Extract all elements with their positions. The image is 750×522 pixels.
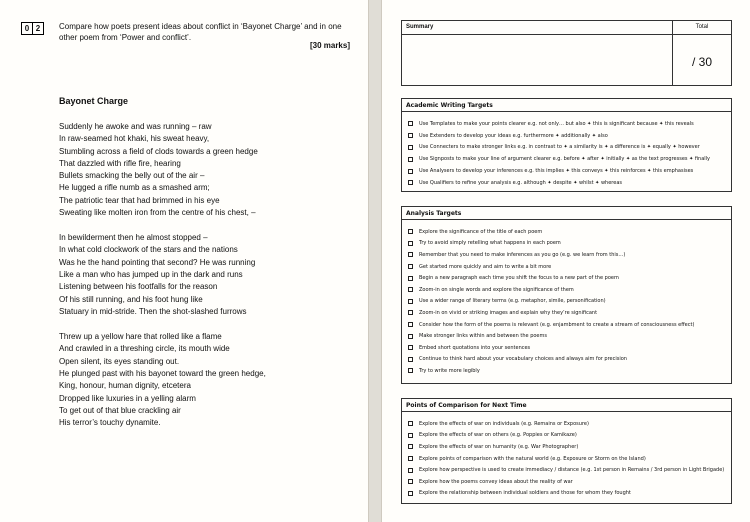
checklist-item	[408, 418, 725, 430]
poem-line: His terror’s touchy dynamite.	[59, 418, 161, 428]
checklist-item	[408, 118, 725, 130]
stanza	[59, 331, 359, 429]
poem-line: The patriotic tear that had brimmed in his eye	[59, 195, 220, 205]
checklist-item-text: Explore points of comparison with the natural world (e.g. Exposure or Storm on the Island)	[419, 455, 646, 462]
checkbox[interactable]	[408, 368, 413, 373]
checklist-item-text: Use Templates to make your points clearer e.g. not only… but also ✦ this is significant because ✦ this reveals	[419, 120, 694, 127]
comparison-points	[401, 398, 732, 504]
total-column	[673, 21, 731, 85]
checkbox[interactable]	[408, 433, 413, 438]
checklist-item	[408, 342, 725, 354]
checklist-item-text: Explore the significance of the title of each poem	[419, 228, 543, 235]
checklist-item-text: Use Analysers to develop your inferences e.g. this implies ✦ this conveys ✦ this reinforces ✦ this emphasises	[419, 168, 694, 175]
checkbox[interactable]	[408, 169, 413, 174]
checklist-item	[408, 354, 725, 366]
checklist-item-text: Embed short quotations into your sentences	[419, 344, 531, 351]
checklist-item-text: Explore how the poems convey ideas about the reality of war	[419, 478, 573, 485]
checkbox[interactable]	[408, 444, 413, 449]
total-header: Total	[673, 21, 731, 35]
checkbox[interactable]	[408, 121, 413, 126]
checklist-item-text: Explore the effects of war on others (e.g. Poppies or Kamikaze)	[419, 432, 577, 439]
poem-line: That dazzled with rifle fire, hearing	[59, 158, 181, 168]
checklist-item-text: Continue to think hard about your vocabulary choices and always aim for precision	[419, 356, 627, 363]
summary-column	[402, 21, 673, 85]
analysis-targets	[401, 206, 732, 384]
checklist-item-text: Use a wider range of literary terms (e.g. metaphor, simile, personification)	[419, 298, 606, 305]
checklist-item-text: Remember that you need to make inferences as you go (e.g. we learn from this…)	[419, 251, 626, 258]
summary-table	[401, 20, 732, 86]
checklist-item-text: Zoom-in on single words and explore the significance of them	[419, 286, 574, 293]
poem-line: Listening between his footfalls for the reason	[59, 282, 218, 292]
poem-line: Dropped like luxuries in a yelling alarm	[59, 393, 196, 403]
checkbox[interactable]	[408, 180, 413, 185]
poem-line: And crawled in a threshing circle, its mouth wide	[59, 344, 230, 354]
poem-line: Open silent, its eyes standing out.	[59, 356, 180, 366]
poem-line: King, honour, human dignity, etcetera	[59, 381, 191, 391]
poem-line: He lugged a rifle numb as a smashed arm;	[59, 183, 210, 193]
checkbox[interactable]	[408, 145, 413, 150]
checkbox[interactable]	[408, 276, 413, 281]
checkbox[interactable]	[408, 287, 413, 292]
question-text: Compare how poets present ideas about conflict in ‘Bayonet Charge’ and in one other poem from ‘Power and conflict’.	[59, 22, 342, 42]
checkbox[interactable]	[408, 357, 413, 362]
checklist-item-text: Try to write more legibly	[419, 367, 480, 374]
question-number-digit: 0	[21, 22, 33, 35]
book-gutter	[369, 0, 381, 522]
checkbox[interactable]	[408, 229, 413, 234]
poem-line: Threw up a yellow hare that rolled like a flame	[59, 332, 222, 342]
checklist-item	[408, 177, 725, 189]
checkbox[interactable]	[408, 310, 413, 315]
checkbox[interactable]	[408, 491, 413, 496]
checklist-item	[408, 319, 725, 331]
checklist-item-text: Explore the effects of war on individuals (e.g. Remains or Exposure)	[419, 420, 589, 427]
question-number	[21, 22, 43, 35]
checklist-item-text: Zoom-in on vivid or striking images and explain why they’re significant	[419, 309, 598, 316]
poem-title: Bayonet Charge	[59, 96, 129, 106]
stanza	[59, 232, 359, 318]
comparison-points-title: Points of Comparison for Next Time	[402, 399, 731, 412]
checklist-item	[408, 153, 725, 165]
poem-line: Suddenly he awoke and was running – raw	[59, 122, 212, 131]
left-page	[0, 0, 369, 522]
checklist-item	[408, 307, 725, 319]
checkbox[interactable]	[408, 468, 413, 473]
checklist-item	[408, 261, 725, 273]
checkbox[interactable]	[408, 322, 413, 327]
checkbox[interactable]	[408, 133, 413, 138]
checklist-item-text: Explore the effects of war on humanity (e.g. War Photographer)	[419, 443, 579, 450]
poem-line: He plunged past with his bayonet toward the green hedge,	[59, 368, 266, 378]
checklist-item	[408, 130, 725, 142]
poem-line: Stumbling across a field of clods towards a green hedge	[59, 146, 258, 156]
poem-line: In raw-seamed hot khaki, his sweat heavy,	[59, 134, 210, 144]
checkbox[interactable]	[408, 264, 413, 269]
checkbox[interactable]	[408, 334, 413, 339]
poem-line: Was he the hand pointing that second? He was running	[59, 257, 256, 267]
poem-line: To get out of that blue crackling air	[59, 405, 181, 415]
checklist-item	[408, 488, 725, 500]
poem-line: Statuary in mid-stride. Then the shot-slashed furrows	[59, 306, 247, 316]
marks-label: [30 marks]	[309, 41, 350, 50]
academic-writing-targets	[401, 98, 732, 192]
academic-targets-title: Academic Writing Targets	[402, 99, 731, 112]
checkbox[interactable]	[408, 345, 413, 350]
poem-line: In bewilderment then he almost stopped –	[59, 233, 208, 243]
checklist-item-text: Use Extenders to develop your ideas e.g. furthermore ✦ additionally ✦ also	[419, 132, 608, 139]
checklist-item-text: Consider how the form of the poems is relevant (e.g. enjambment to create a stream of consciousness effect)	[419, 321, 695, 328]
checklist-item	[408, 165, 725, 177]
checklist-item	[408, 441, 725, 453]
checklist-item	[408, 142, 725, 154]
checkbox[interactable]	[408, 157, 413, 162]
poem-line: In what cold clockwork of the stars and the nations	[59, 245, 238, 255]
poem-line: Of his still running, and his foot hung like	[59, 294, 203, 304]
checklist-item-text: Make stronger links within and between the poems	[419, 333, 547, 340]
question-number-digit: 2	[32, 22, 44, 35]
checklist-item	[408, 464, 725, 476]
checklist-item	[408, 330, 725, 342]
checklist-item-text: Explore how perspective is used to create immediacy / distance (e.g. 1st person in Remains / 3rd person in Light Brigade)	[419, 467, 725, 474]
poem-body	[59, 121, 359, 442]
poem-line: Bullets smacking the belly out of the air –	[59, 171, 205, 181]
checkbox[interactable]	[408, 479, 413, 484]
checklist-item-text: Begin a new paragraph each time you shift the focus to a new part of the poem	[419, 275, 619, 282]
checkbox[interactable]	[408, 456, 413, 461]
summary-header: Summary	[402, 21, 672, 35]
checkbox[interactable]	[408, 241, 413, 246]
poem-line: Like a man who has jumped up in the dark and runs	[59, 270, 243, 280]
checklist-item	[408, 365, 725, 377]
checkbox[interactable]	[408, 299, 413, 304]
analysis-targets-title: Analysis Targets	[402, 207, 731, 220]
checklist-item	[408, 272, 725, 284]
checklist-item	[408, 284, 725, 296]
checklist-item-text: Try to avoid simply retelling what happens in each poem	[419, 240, 561, 247]
poem-line: Sweating like molten iron from the centre of his chest, –	[59, 208, 256, 218]
checklist-item-text: Use Connecters to make stronger links e.g. in contrast to ✦ a similarity is ✦ a difference is ✦ equally ✦ however	[419, 144, 700, 151]
checklist-item	[408, 453, 725, 465]
checklist-item	[408, 430, 725, 442]
checklist-item-text: Get started more quickly and aim to write a bit more	[419, 263, 552, 270]
checklist-item-text: Use Signposts to make your line of argument clearer e.g. before ✦ after ✦ initially ✦ as the text progresses ✦ finally	[419, 156, 710, 163]
checklist-item	[408, 226, 725, 238]
checklist-item	[408, 238, 725, 250]
checklist-item-text: Explore the relationship between individual soldiers and those for whom they fought	[419, 490, 631, 497]
checkbox[interactable]	[408, 421, 413, 426]
checklist-item	[408, 476, 725, 488]
stanza	[59, 121, 359, 219]
checkbox[interactable]	[408, 252, 413, 257]
total-score: / 30	[691, 55, 712, 69]
checklist-item	[408, 249, 725, 261]
checklist-item-text: Use Qualifiers to refine your analysis e.g. although ✦ despite ✦ whilst ✦ whereas	[419, 179, 622, 186]
checklist-item	[408, 296, 725, 308]
